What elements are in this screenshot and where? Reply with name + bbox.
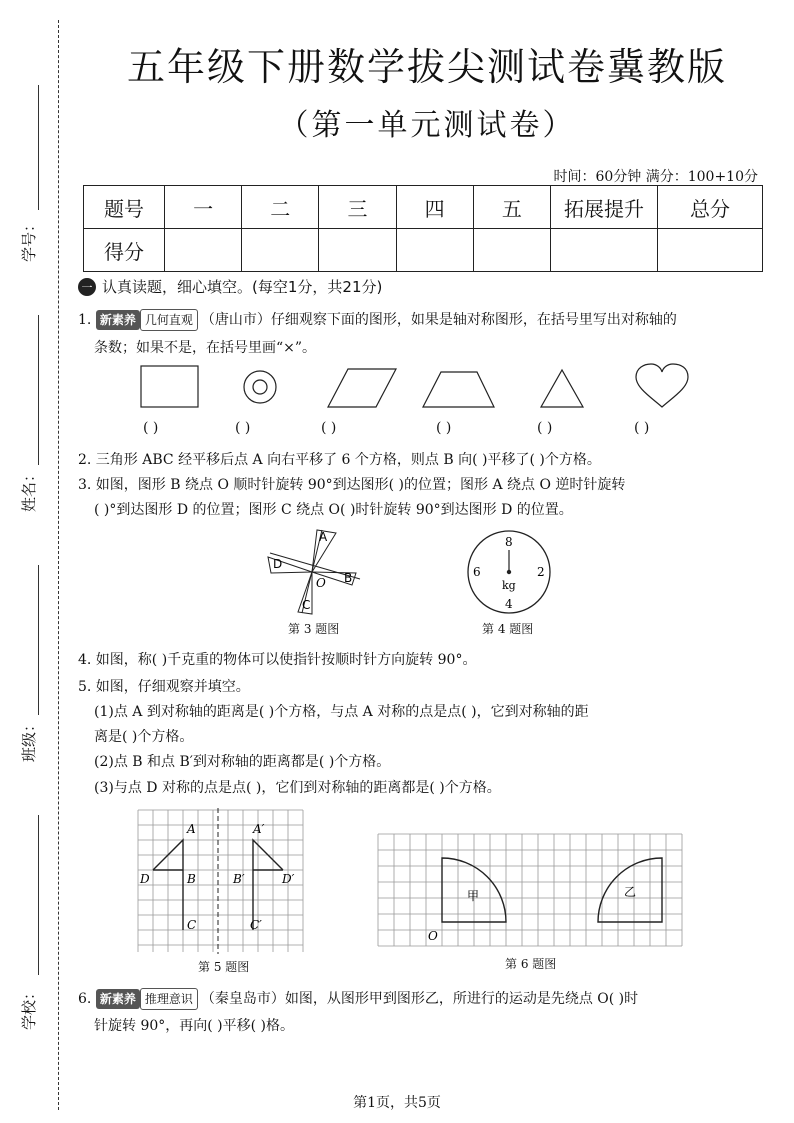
score-header-cell: 二 (242, 186, 319, 229)
score-header-row (84, 186, 763, 229)
figure-6-caption: 第 6 题图 (505, 957, 557, 971)
school-line (38, 815, 39, 975)
score-cell[interactable] (396, 229, 473, 272)
page-title: 五年级下册数学拔尖测试卷冀教版 (126, 45, 727, 89)
page-footer: 第1页，共5页 (353, 1095, 441, 1111)
q1-answer-blank[interactable]: ( ) (143, 420, 159, 436)
ring-outer-circle (244, 371, 276, 403)
point-A-prime: A′ (253, 822, 265, 836)
figure-5-caption: 第 5 题图 (198, 960, 250, 974)
figure-3-rotation (262, 525, 372, 617)
section-title: 认真读题，细心填空。(每空1分，共21分) (102, 278, 383, 296)
question-5-part3: (3)与点 D 对称的点是点( )，它们到对称轴的距离都是( )个方格。 (94, 780, 501, 796)
score-header-cell: 题号 (84, 186, 165, 229)
page-subtitle: （第一单元测试卷） (278, 108, 576, 143)
question-3-line1: 3. 如图，图形 B 绕点 O 顺时针旋转 90°到达图形( )的位置；图形 A 绕点 O 逆时针旋转 (78, 477, 626, 493)
dial-unit: kg (502, 579, 516, 592)
q1-answer-blank[interactable]: ( ) (436, 420, 452, 436)
score-cell[interactable] (551, 229, 658, 272)
binding-dashed-line (58, 20, 59, 1110)
tag-new-literacy: 新素养 (96, 989, 140, 1009)
score-header-cell: 三 (319, 186, 396, 229)
dial-number-8: 8 (505, 535, 513, 549)
tag-new-literacy: 新素养 (96, 310, 140, 330)
score-cell[interactable] (319, 229, 396, 272)
heart-shape (636, 364, 688, 407)
point-B-prime: B′ (233, 872, 245, 886)
label-C: C (302, 598, 311, 612)
label-B: B (344, 571, 353, 585)
figure-4-scale-dial (465, 528, 553, 616)
point-D: D (140, 872, 150, 886)
question-5-part1-line1: (1)点 A 到对称轴的距离是( )个方格，与点 A 对称的点是点( )，它到对称轴的距 (94, 704, 589, 720)
figure-3-caption: 第 3 题图 (288, 622, 340, 636)
figure-4-caption: 第 4 题图 (482, 622, 534, 636)
figure-6-grid (376, 832, 690, 947)
class-line (38, 565, 39, 715)
score-header-cell: 拓展提升 (551, 186, 658, 229)
dial-number-2: 2 (537, 565, 545, 579)
q1-answer-blank[interactable]: ( ) (235, 420, 251, 436)
score-header-cell: 四 (396, 186, 473, 229)
q1-answer-blank[interactable]: ( ) (321, 420, 337, 436)
question-3-line2: ( )°到达图形 D 的位置；图形 C 绕点 O( )时针旋转 90°到达图形 D 的位置。 (94, 502, 573, 518)
q1-shapes (130, 362, 700, 418)
section-badge: 一 (78, 278, 96, 296)
question-number: 6. (78, 991, 92, 1007)
label-yi: 乙 (624, 885, 637, 899)
score-header-cell: 总分 (658, 186, 763, 229)
question-6-line1 (78, 988, 638, 1010)
ring-inner-circle (253, 380, 267, 394)
q1-answer-blank[interactable]: ( ) (537, 420, 553, 436)
score-cell[interactable] (658, 229, 763, 272)
q1-answer-blank[interactable]: ( ) (634, 420, 650, 436)
parallelogram-shape (328, 369, 396, 407)
question-1-line2: 条数；如果不是，在括号里画“×”。 (94, 340, 317, 356)
question-text: （秦皇岛市）如图，从图形甲到图形乙，所进行的运动是先绕点 O( )时 (200, 991, 639, 1007)
question-4: 4. 如图，称( )千克重的物体可以使指针按顺时针方向旋转 90°。 (78, 652, 477, 668)
time-info: 时间：60分钟 满分：100+10分 (553, 169, 758, 185)
point-D-prime: D′ (282, 872, 295, 886)
point-A: A (187, 822, 196, 836)
question-6-line2: 针旋转 90°，再向( )平移( )格。 (94, 1018, 295, 1034)
figure-5-grid (136, 808, 306, 954)
label-jia: 甲 (467, 889, 480, 903)
score-input-row (84, 229, 763, 272)
score-header-cell: 五 (473, 186, 550, 229)
question-5-part1-line2: 离是( )个方格。 (94, 729, 194, 745)
score-cell[interactable] (165, 229, 242, 272)
tag-geometric-intuition: 几何直观 (140, 309, 198, 331)
question-number: 1. (78, 312, 92, 328)
label-O: O (316, 576, 326, 590)
tag-reasoning: 推理意识 (140, 988, 198, 1010)
dial-number-6: 6 (473, 565, 481, 579)
question-1-line1 (78, 309, 677, 331)
dial-number-4: 4 (505, 597, 513, 611)
label-D: D (273, 557, 283, 571)
name-line (38, 315, 39, 465)
question-5-part2: (2)点 B 和点 B′到对称轴的距离都是( )个方格。 (94, 754, 391, 770)
score-cell[interactable] (473, 229, 550, 272)
triangle-shape (541, 370, 583, 407)
point-C: C (187, 918, 197, 932)
student-no-line (38, 85, 39, 210)
section-1-header (78, 276, 382, 297)
score-row-label: 得分 (84, 229, 165, 272)
point-C-prime: C′ (250, 918, 262, 932)
point-B: B (187, 872, 196, 886)
rectangle-shape (141, 366, 198, 407)
trapezoid-shape (423, 372, 494, 407)
question-2: 2. 三角形 ABC 经平移后点 A 向右平移了 6 个方格，则点 B 向( )平移了( )个方格。 (78, 452, 601, 468)
score-cell[interactable] (242, 229, 319, 272)
point-O: O (428, 929, 438, 943)
question-5-head: 5. 如图，仔细观察并填空。 (78, 679, 250, 695)
score-table (83, 185, 763, 272)
label-A: A (319, 530, 328, 544)
score-header-cell: 一 (165, 186, 242, 229)
question-text: （唐山市）仔细观察下面的图形，如果是轴对称图形，在括号里写出对称轴的 (200, 312, 677, 328)
